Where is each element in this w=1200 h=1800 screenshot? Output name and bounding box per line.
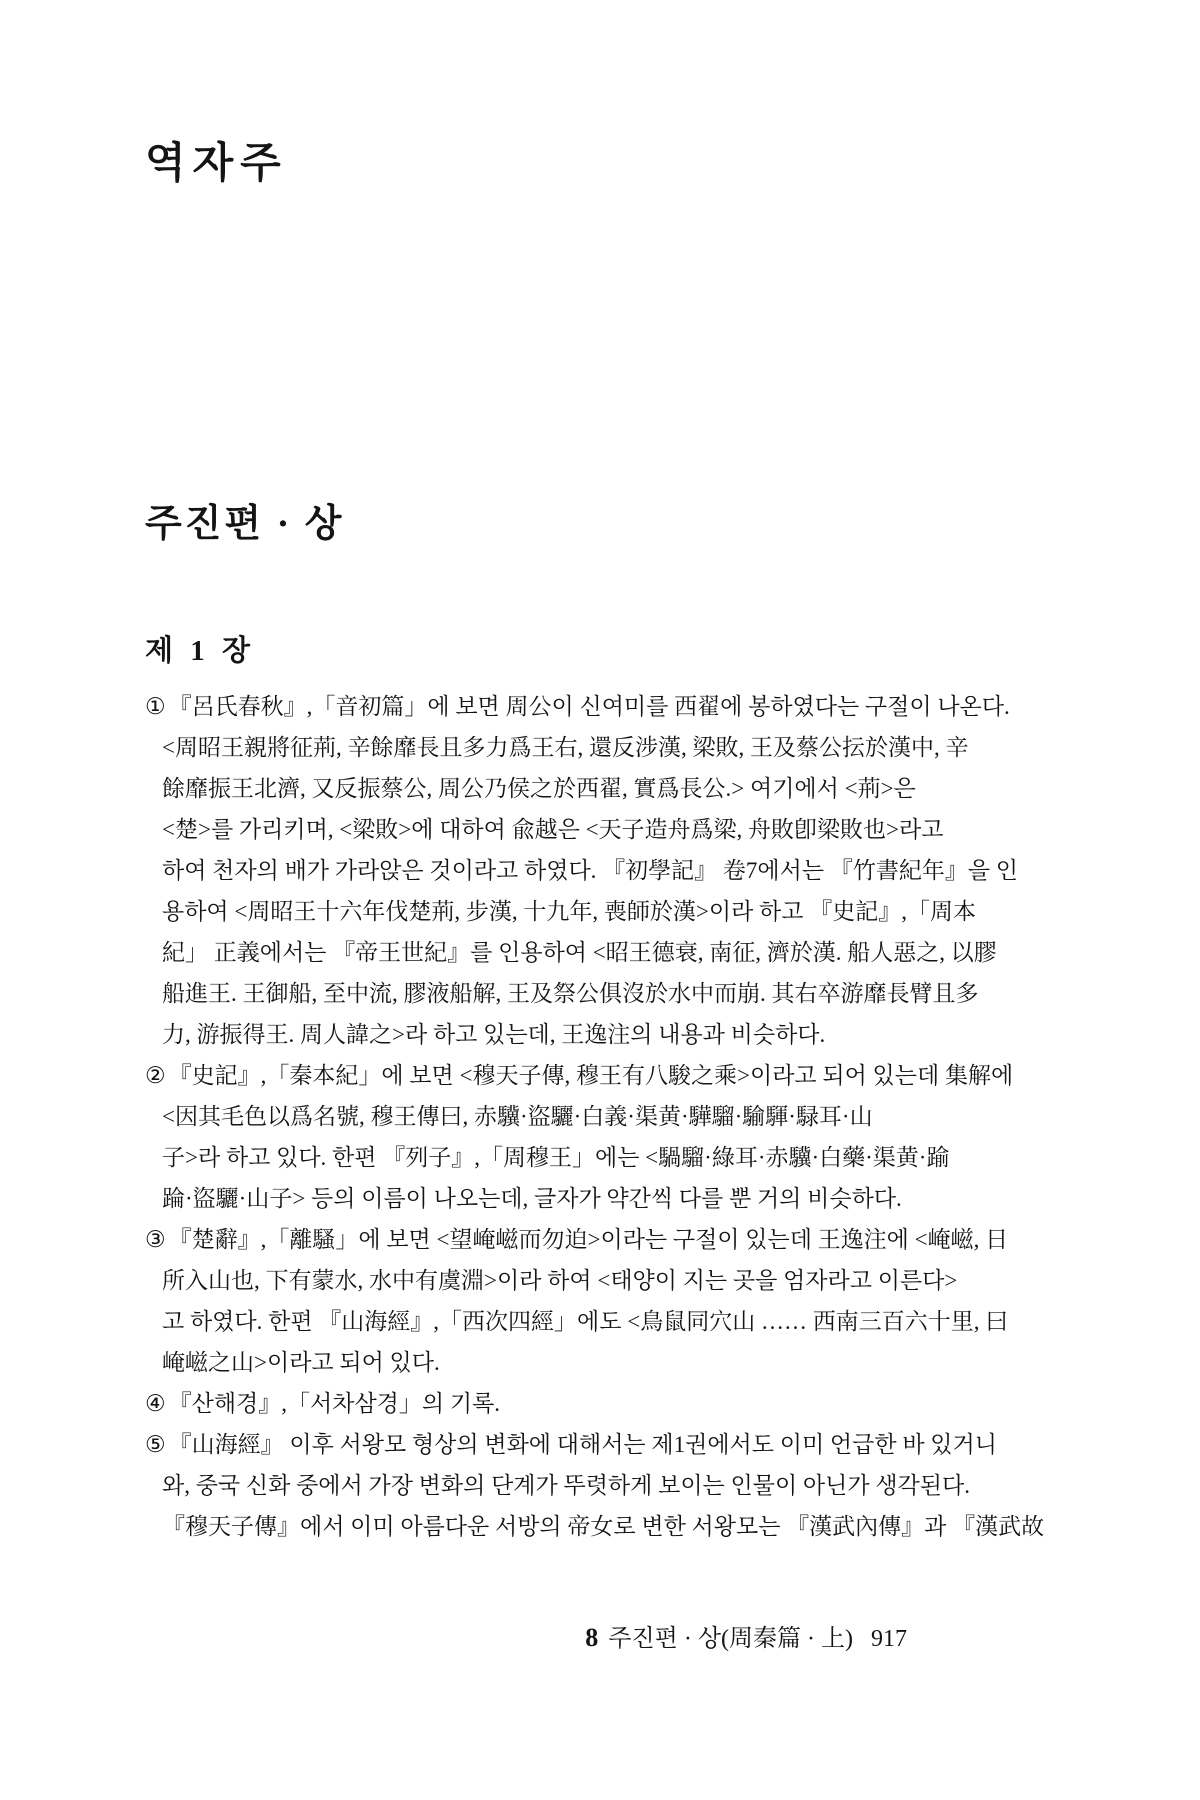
note-line: 力, 游振得王. 周人諱之>라 하고 있는데, 王逸注의 내용과 비슷하다. bbox=[162, 1022, 826, 1047]
note-line: 하여 천자의 배가 가라앉은 것이라고 하였다. 『初學記』 卷7에서는 『竹書紀年』을 인 bbox=[162, 858, 1019, 883]
note-line: ① 『呂氏春秋』,「音初篇」에 보면 周公이 신여미를 西翟에 봉하였다는 구절이 나온다. bbox=[145, 694, 1010, 719]
note-number-marker: ① bbox=[145, 694, 166, 719]
note-line: 『穆天子傳』에서 이미 아름다운 서방의 帝女로 변한 서왕모는 『漢武內傳』과 『漢武故 bbox=[162, 1514, 1045, 1539]
note-line: 餘靡振王北濟, 又反振蔡公, 周公乃侯之於西翟, 實爲長公.> 여기에서 <荊>은 bbox=[162, 776, 916, 801]
note-line: ③ 『楚辭』,「離騷」에 보면 <望崦嵫而勿迫>이라는 구절이 있는데 王逸注에 <崦嵫, 日 bbox=[145, 1227, 1009, 1252]
footer-book-number: 8 bbox=[585, 1623, 599, 1652]
note-line: 崦嵫之山>이라고 되어 있다. bbox=[162, 1350, 440, 1375]
note-line: 船進王. 王御船, 至中流, 膠液船解, 王及祭公俱沒於水中而崩. 其右卒游靡長臂且多 bbox=[162, 981, 979, 1006]
note-line: <因其毛色以爲名號, 穆王傳曰, 赤驥·盜驪·白義·渠黄·驊騮·騟䮝·騄耳·山 bbox=[162, 1104, 873, 1129]
note-number-marker: ② bbox=[145, 1063, 166, 1088]
note-line: <楚>를 가리키며, <梁敗>에 대하여 兪越은 <天子造舟爲梁, 舟敗卽梁敗也>라고 bbox=[162, 817, 944, 842]
footer-page-number: 917 bbox=[871, 1626, 907, 1652]
page-title: 역자주 bbox=[145, 141, 288, 187]
note-line: ④ 『산해경』,「서차삼경」의 기록. bbox=[145, 1391, 501, 1416]
note-line: 고 하였다. 한편 『山海經』,「西次四經」에도 <鳥鼠同穴山 …… 西南三百六十里, 曰 bbox=[162, 1309, 1009, 1334]
note-number-marker: ⑤ bbox=[145, 1432, 166, 1457]
notes-list bbox=[145, 686, 1075, 1547]
note-line: ⑤ 『山海經』 이후 서왕모 형상의 변화에 대해서는 제1권에서도 이미 언급한 바 있거니 bbox=[145, 1432, 997, 1457]
note-item bbox=[145, 1424, 1075, 1547]
chapter-title: 제 1 장 bbox=[145, 635, 256, 667]
note-line: 踚·盜驪·山子> 등의 이름이 나오는데, 글자가 약간씩 다를 뿐 거의 비슷하다. bbox=[162, 1186, 902, 1211]
note-line: 와, 중국 신화 중에서 가장 변화의 단계가 뚜렷하게 보이는 인물이 아닌가 생각된다. bbox=[162, 1473, 970, 1498]
note-line: 용하여 <周昭王十六年伐楚荊, 步漢, 十九年, 喪師於漢>이라 하고 『史記』,「周本 bbox=[162, 899, 976, 924]
note-item bbox=[145, 1219, 1075, 1383]
note-line: 紀」 正義에서는 『帝王世紀』를 인용하여 <昭王德衰, 南征, 濟於漢. 船人惡之, 以膠 bbox=[162, 940, 997, 965]
note-line: 子>라 하고 있다. 한편 『列子』,「周穆王」에는 <騧騮·綠耳·赤驥·白藥·渠黄·踰 bbox=[162, 1145, 950, 1170]
note-item bbox=[145, 1383, 1075, 1424]
footer bbox=[145, 1618, 907, 1653]
footer-book-title: 주진편 · 상(周秦篇 · 上) bbox=[608, 1626, 853, 1652]
note-line: ② 『史記』,「秦本紀」에 보면 <穆天子傳, 穆王有八駿之乘>이라고 되어 있는데 集解에 bbox=[145, 1063, 1014, 1088]
note-item bbox=[145, 1055, 1075, 1219]
note-line: <周昭王親將征荊, 辛餘靡長且多力爲王右, 還反涉漢, 梁敗, 王及蔡公抎於漢中, 辛 bbox=[162, 735, 969, 760]
section-title: 주진편 · 상 bbox=[145, 503, 345, 545]
note-number-marker: ③ bbox=[145, 1227, 166, 1252]
note-number-marker: ④ bbox=[145, 1391, 166, 1416]
note-item bbox=[145, 686, 1075, 1055]
note-line: 所入山也, 下有蒙水, 水中有虞淵>이라 하여 <태양이 지는 곳을 엄자라고 이른다> bbox=[162, 1268, 958, 1293]
